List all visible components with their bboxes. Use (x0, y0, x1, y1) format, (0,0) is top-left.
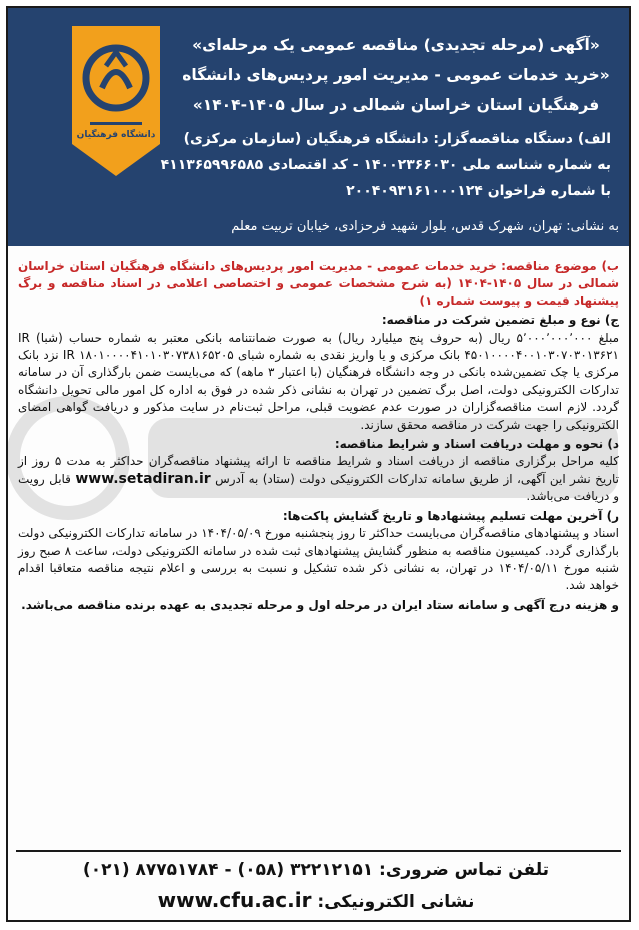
notice-title (181, 30, 611, 120)
deadline-title: ر) آخرین مهلت تسلیم پیشنهادها و تاریخ گشایش پاکت‌ها: (282, 508, 619, 523)
subject-label: ب) موضوع مناقصه: (501, 259, 619, 273)
documents-text: کلیه مراحل برگزاری مناقصه از دریافت اسناد و شرایط مناقصه تا ارائه پیشنهاد مناقصه‌گران حداکثر به مدت ۵ روز از تاریخ نشر این آگهی، از طریق سامانه تدارکات الکترونیکی دولت (ستاد) به آدرس (18, 454, 619, 486)
organizer-info (51, 126, 611, 204)
documents-tail: قابل رویت و دریافت می‌باشد. (18, 471, 619, 504)
tender-notice (6, 6, 631, 922)
section-guarantee (18, 312, 619, 434)
organizer-line-2: به شماره شناسه ملی ۱۴۰۰۲۳۶۶۰۳۰ - کد اقتصادی ۴۱۱۳۶۵۹۹۶۵۸۵ (160, 157, 611, 173)
title-line-1: «آگهی (مرحله تجدیدی) مناقصه عمومی یک مرحله‌ای» (192, 36, 600, 54)
documents-title: د) نحوه و مهلت دریافت اسناد و شرایط مناقصه: (334, 437, 619, 452)
logo-caption: دانشگاه فرهنگیان (76, 130, 156, 140)
phone-numbers: ۳۲۲۱۲۱۵۱ (۰۵۸) - ۸۷۷۵۱۷۸۴ (۰۲۱) (82, 860, 374, 880)
contact-phone (21, 856, 611, 884)
title-line-2: «خرید خدمات عمومی - مدیریت امور پردیس‌های دانشگاه (182, 66, 610, 84)
section-deadline (18, 508, 619, 595)
contact-website (21, 886, 611, 916)
organizer-line-3: با شماره فراخوان ۲۰۰۴۰۹۳۱۶۱۰۰۰۱۲۴ (346, 183, 611, 199)
notice-header (8, 8, 629, 246)
footer-divider (16, 850, 621, 852)
notice-body (18, 258, 619, 616)
section-documents (18, 436, 619, 506)
website-link[interactable]: www.cfu.ac.ir (157, 888, 312, 912)
organizer-line-1: الف) دستگاه مناقصه‌گزار: دانشگاه فرهنگیان (سازمان مرکزی) (183, 131, 611, 147)
deadline-text: اسناد و پیشنهادهای مناقصه‌گران می‌بایست حداکثر تا روز پنجشنبه مورخ ۱۴۰۴/۰۵/۰۹ در سامانه تدارکات الکترونیکی دولت بارگذاری گردد. کمیسیون مناقصه به منظور گشایش پیشنهادهای ثبت شده در سامانه الکترونیکی دولت، ساعت ۸ صبح روز شنبه مورخ ۱۴۰۴/۰۵/۱۱ در تهران، به نشانی ذکر شده تشکیل و نسبت به بررسی و اعلام نتیجه مناقصه متعاقبا اقدام خواهد شد. (18, 526, 620, 593)
phone-label: تلفن تماس ضروری: (379, 860, 550, 880)
guarantee-text: مبلغ ۵٬۰۰۰٬۰۰۰٬۰۰۰ ریال (به حروف پنج میلیارد ریال) به صورت ضمانتنامه بانکی معتبر به شماره حساب (شبا) IR ۴۵۰۱۰۰۰۰۴۰۰۱۰۳۰۷۰۳۰۱۳۶۲۱ بانک مرکزی و یا واریز نقدی به شماره شبای IR ۱۸۰۱۰۰۰۰۴۱۰۱۰۳۰۷۳۸۱۶۵۲۰۵ نزد بانک مرکزی یا چک تضمین‌شده بانکی در وجه دانشگاه فرهنگیان (با اعتبار ۳ ماهه) که می‌بایست ضمن بارگذاری آن در سامانه تدارکات الکترونیکی دولت، اصل برگ تضمین در تهران به نشانی ذکر شده در فوق به اداره کل امور مالی تحویل دانشگاه گردد. لازم است مناقصه‌گزاران در صورت عدم عضویت قبلی، مراحل ثبت‌نام در سایت مذکور و دریافت گواهی امضای الکترونیکی را جهت شرکت در مناقصه محقق سازند. (18, 330, 619, 432)
setadiran-link[interactable]: www.setadiran.ir (75, 470, 211, 487)
guarantee-title: ج) نوع و مبلغ تضمین شرکت در مناقصه: (381, 313, 619, 328)
web-label: نشانی الکترونیکی: (317, 892, 475, 912)
final-note: و هزینه درج آگهی و سامانه ستاد ایران در مرحله اول و مرحله تجدیدی به عهده برنده مناقصه می‌باشد. (21, 597, 619, 612)
section-subject (18, 258, 619, 310)
organizer-address: به نشانی: تهران، شهرک قدس، بلوار شهید فرحزادی، خیابان تربیت معلم (231, 219, 619, 234)
subject-text: خرید خدمات عمومی - مدیریت امور پردیس‌های دانشگاه فرهنگیان استان خراسان شمالی در سال ۱۴۰۵-۱۴۰۴ (به شرح مشخصات عمومی و اختصاصی اعلامی در اسناد مناقصه و برگ پیشنهاد قیمت و پیوست شماره ۱) (18, 259, 619, 308)
title-line-3: فرهنگیان استان خراسان شمالی در سال ۱۴۰۵-۱۴۰۴» (192, 96, 600, 114)
